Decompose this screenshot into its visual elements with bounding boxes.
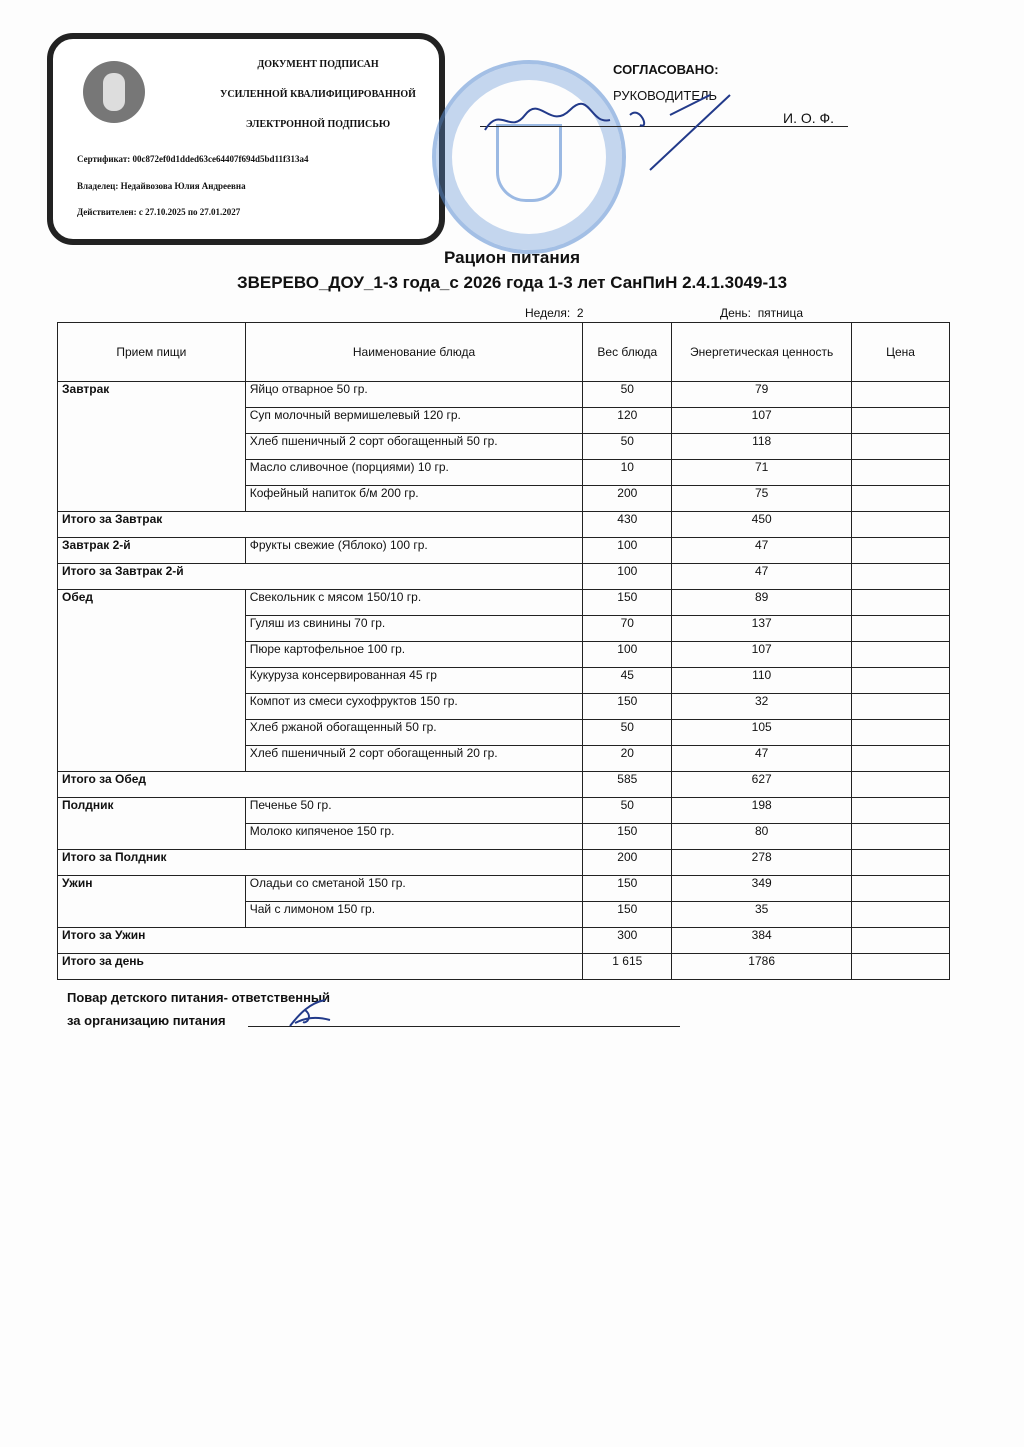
sig-owner: Владелец: Недайвозова Юлия Андреевна bbox=[77, 181, 246, 191]
dish-price bbox=[852, 538, 950, 564]
dish-name: Хлеб пшеничный 2 сорт обогащенный 20 гр. bbox=[245, 746, 583, 772]
week-value: 2 bbox=[576, 306, 584, 320]
dish-weight: 200 bbox=[583, 486, 672, 512]
dish-weight: 150 bbox=[583, 902, 672, 928]
table-row bbox=[58, 590, 950, 616]
dish-name: Печенье 50 гр. bbox=[245, 798, 583, 824]
total-row bbox=[58, 564, 950, 590]
dish-weight: 50 bbox=[583, 798, 672, 824]
total-energy: 627 bbox=[672, 772, 852, 798]
dish-weight: 120 bbox=[583, 408, 672, 434]
col-energy: Энергетическая ценность bbox=[672, 323, 852, 382]
dish-name: Гуляш из свинины 70 гр. bbox=[245, 616, 583, 642]
dish-price bbox=[852, 798, 950, 824]
footer-line-1: Повар детского питания- ответственный bbox=[67, 990, 331, 1005]
day-total-energy: 1786 bbox=[672, 954, 852, 980]
meal-name: Завтрак 2-й bbox=[58, 538, 246, 564]
table-row bbox=[58, 382, 950, 408]
sig-line-3: ЭЛЕКТРОННОЙ ПОДПИСЬЮ bbox=[245, 119, 391, 130]
dish-price bbox=[852, 616, 950, 642]
dish-energy: 107 bbox=[672, 642, 852, 668]
col-weight: Вес блюда bbox=[583, 323, 672, 382]
dish-weight: 70 bbox=[583, 616, 672, 642]
dish-price bbox=[852, 590, 950, 616]
dish-energy: 32 bbox=[672, 694, 852, 720]
col-dish: Наименование блюда bbox=[245, 323, 583, 382]
dish-energy: 137 bbox=[672, 616, 852, 642]
total-row bbox=[58, 928, 950, 954]
day-total-weight: 1 615 bbox=[583, 954, 672, 980]
total-energy: 278 bbox=[672, 850, 852, 876]
approval-name: И. О. Ф. bbox=[783, 110, 835, 126]
dish-name: Кофейный напиток б/м 200 гр. bbox=[245, 486, 583, 512]
dish-energy: 349 bbox=[672, 876, 852, 902]
dish-energy: 75 bbox=[672, 486, 852, 512]
dish-energy: 47 bbox=[672, 538, 852, 564]
total-energy: 384 bbox=[672, 928, 852, 954]
cook-signature bbox=[285, 998, 335, 1030]
total-row bbox=[58, 772, 950, 798]
total-price bbox=[852, 772, 950, 798]
e-signature-box bbox=[47, 33, 445, 245]
table-row bbox=[58, 538, 950, 564]
page-title: Рацион питания bbox=[444, 248, 580, 267]
sig-valid: Действителен: с 27.10.2025 по 27.01.2027 bbox=[77, 207, 241, 217]
approval-role: РУКОВОДИТЕЛЬ bbox=[613, 88, 718, 103]
table-row bbox=[58, 876, 950, 902]
day-total-row bbox=[58, 954, 950, 980]
dish-energy: 105 bbox=[672, 720, 852, 746]
dish-name: Суп молочный вермишелевый 120 гр. bbox=[245, 408, 583, 434]
dish-price bbox=[852, 668, 950, 694]
day-total-label: Итого за день bbox=[58, 954, 583, 980]
total-price bbox=[852, 850, 950, 876]
total-price bbox=[852, 564, 950, 590]
meal-name: Ужин bbox=[58, 876, 246, 928]
dish-name: Масло сливочное (порциями) 10 гр. bbox=[245, 460, 583, 486]
dish-energy: 47 bbox=[672, 746, 852, 772]
dish-price bbox=[852, 876, 950, 902]
total-label: Итого за Ужин bbox=[58, 928, 583, 954]
dish-weight: 20 bbox=[583, 746, 672, 772]
day-label: День: bbox=[720, 306, 752, 320]
dish-weight: 150 bbox=[583, 694, 672, 720]
total-weight: 585 bbox=[583, 772, 672, 798]
dish-energy: 80 bbox=[672, 824, 852, 850]
dish-name: Оладьи со сметаной 150 гр. bbox=[245, 876, 583, 902]
dish-price bbox=[852, 486, 950, 512]
dish-weight: 150 bbox=[583, 824, 672, 850]
dish-name: Свекольник с мясом 150/10 гр. bbox=[245, 590, 583, 616]
total-price bbox=[852, 512, 950, 538]
total-row bbox=[58, 512, 950, 538]
dish-name: Пюре картофельное 100 гр. bbox=[245, 642, 583, 668]
sig-line-1: ДОКУМЕНТ ПОДПИСАН bbox=[257, 59, 379, 70]
sig-certificate: Сертификат: 00c872ef0d1dded63ce64407f694d5bd11f313a4 bbox=[77, 154, 309, 164]
dish-price bbox=[852, 720, 950, 746]
dish-energy: 71 bbox=[672, 460, 852, 486]
dish-name: Молоко кипяченое 150 гр. bbox=[245, 824, 583, 850]
total-weight: 200 bbox=[583, 850, 672, 876]
meal-name: Обед bbox=[58, 590, 246, 772]
week bbox=[525, 306, 584, 320]
table-header bbox=[58, 323, 950, 382]
dish-energy: 35 bbox=[672, 902, 852, 928]
col-price: Цена bbox=[852, 323, 950, 382]
dish-weight: 100 bbox=[583, 538, 672, 564]
total-weight: 300 bbox=[583, 928, 672, 954]
col-meal: Прием пищи bbox=[58, 323, 246, 382]
dish-name: Хлеб ржаной обогащенный 50 гр. bbox=[245, 720, 583, 746]
dish-price bbox=[852, 434, 950, 460]
meal-name: Полдник bbox=[58, 798, 246, 850]
dish-price bbox=[852, 460, 950, 486]
total-weight: 100 bbox=[583, 564, 672, 590]
total-label: Итого за Обед bbox=[58, 772, 583, 798]
dish-name: Кукуруза консервированная 45 гр bbox=[245, 668, 583, 694]
total-label: Итого за Завтрак 2-й bbox=[58, 564, 583, 590]
menu-table bbox=[57, 322, 950, 980]
meal-name: Завтрак bbox=[58, 382, 246, 512]
dish-name: Компот из смеси сухофруктов 150 гр. bbox=[245, 694, 583, 720]
total-label: Итого за Завтрак bbox=[58, 512, 583, 538]
dish-weight: 150 bbox=[583, 876, 672, 902]
sig-line-2: УСИЛЕННОЙ КВАЛИФИЦИРОВАННОЙ bbox=[220, 89, 416, 100]
total-label: Итого за Полдник bbox=[58, 850, 583, 876]
dish-energy: 89 bbox=[672, 590, 852, 616]
dish-weight: 100 bbox=[583, 642, 672, 668]
dish-energy: 118 bbox=[672, 434, 852, 460]
dish-price bbox=[852, 642, 950, 668]
page-subtitle: ЗВЕРЕВО_ДОУ_1-3 года_с 2026 года 1-3 лет СанПиН 2.4.1.3049-13 bbox=[236, 273, 788, 292]
dish-weight: 10 bbox=[583, 460, 672, 486]
total-weight: 430 bbox=[583, 512, 672, 538]
dish-weight: 50 bbox=[583, 720, 672, 746]
dish-energy: 107 bbox=[672, 408, 852, 434]
total-row bbox=[58, 850, 950, 876]
total-price bbox=[852, 928, 950, 954]
dish-weight: 150 bbox=[583, 590, 672, 616]
table-row bbox=[58, 798, 950, 824]
dish-energy: 198 bbox=[672, 798, 852, 824]
footer-line-2: за организацию питания bbox=[67, 1013, 226, 1028]
dish-price bbox=[852, 408, 950, 434]
dish-price bbox=[852, 902, 950, 928]
handwritten-signature bbox=[480, 85, 780, 175]
day bbox=[720, 306, 803, 320]
total-energy: 450 bbox=[672, 512, 852, 538]
dish-price bbox=[852, 382, 950, 408]
dish-weight: 45 bbox=[583, 668, 672, 694]
dish-weight: 50 bbox=[583, 382, 672, 408]
day-value: пятница bbox=[757, 306, 804, 320]
dish-price bbox=[852, 746, 950, 772]
total-energy: 47 bbox=[672, 564, 852, 590]
approval-agreed: СОГЛАСОВАНО: bbox=[613, 62, 719, 77]
dish-price bbox=[852, 824, 950, 850]
week-label: Неделя: bbox=[525, 306, 571, 320]
dish-name: Яйцо отварное 50 гр. bbox=[245, 382, 583, 408]
dish-energy: 79 bbox=[672, 382, 852, 408]
dish-energy: 110 bbox=[672, 668, 852, 694]
dish-price bbox=[852, 694, 950, 720]
dish-name: Хлеб пшеничный 2 сорт обогащенный 50 гр. bbox=[245, 434, 583, 460]
dish-name: Чай с лимоном 150 гр. bbox=[245, 902, 583, 928]
signature-logo bbox=[83, 61, 145, 123]
dish-name: Фрукты свежие (Яблоко) 100 гр. bbox=[245, 538, 583, 564]
day-total-price bbox=[852, 954, 950, 980]
dish-weight: 50 bbox=[583, 434, 672, 460]
